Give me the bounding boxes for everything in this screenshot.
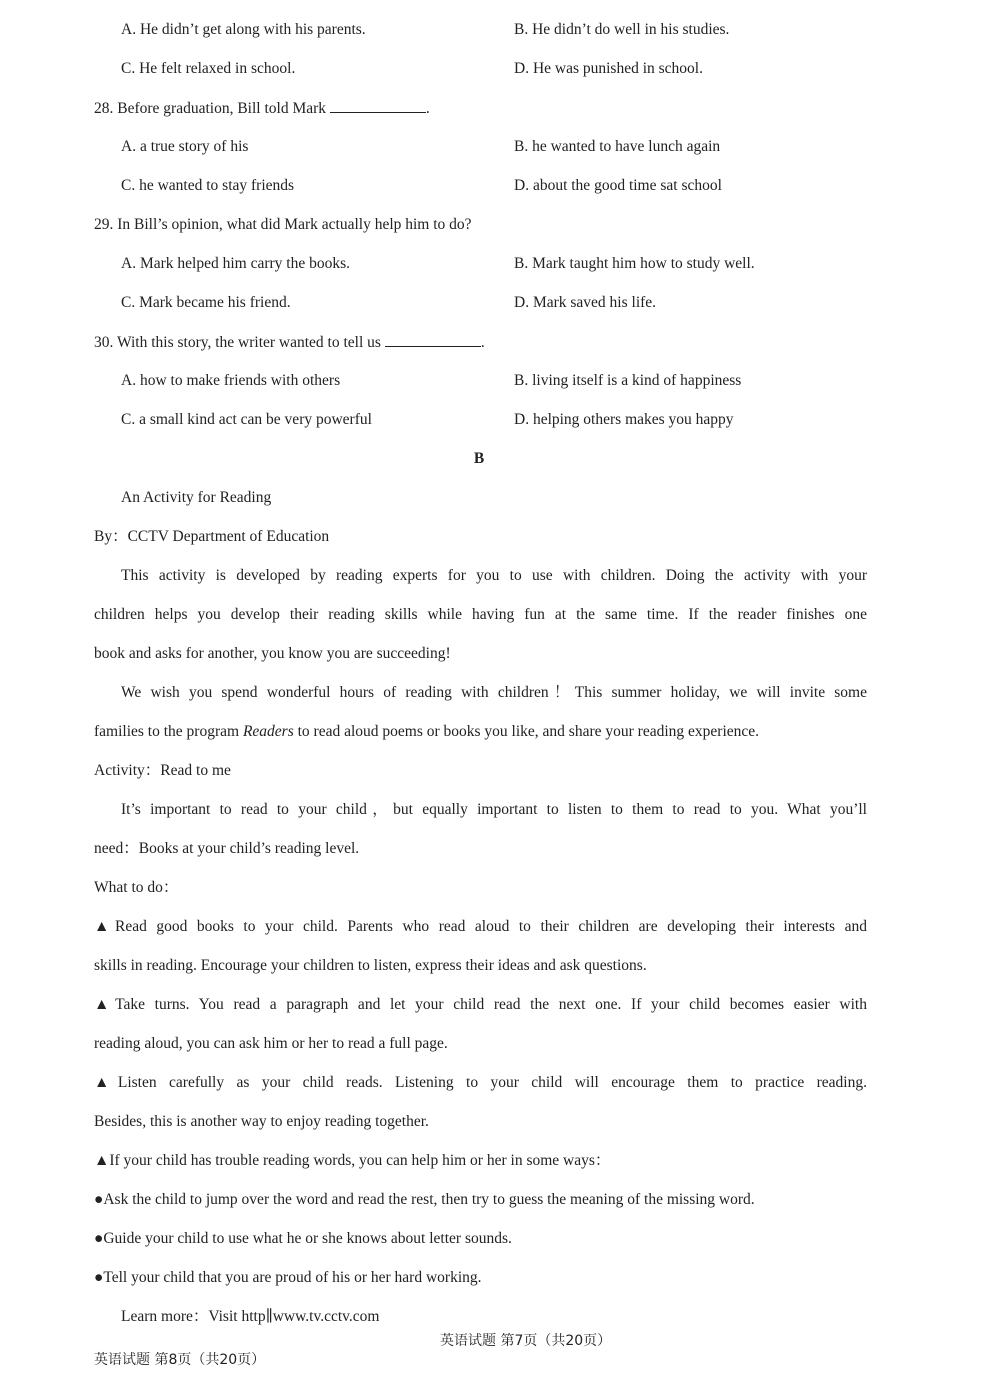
q27-option-b: B. He didn’t do well in his studies.: [514, 21, 730, 38]
q30-stem-end: .: [480, 334, 485, 351]
q29-option-a: A. Mark helped him carry the books.: [121, 255, 350, 272]
q28-stem-text: 28. Before graduation, Bill told Mark: [94, 100, 327, 117]
paragraph-3-line-2: need：Books at your child’s reading level.: [94, 840, 360, 857]
bullet-1: ●Ask the child to jump over the word and read the rest, then try to guess the meaning of the missing word.: [94, 1191, 755, 1208]
q30-option-c: C. a small kind act can be very powerful: [121, 411, 372, 428]
q30-option-b: B. living itself is a kind of happiness: [514, 372, 742, 389]
tip-4: ▲If your child has trouble reading words, you can help him or her in some ways：: [94, 1152, 611, 1169]
q27-option-c: C. He felt relaxed in school.: [121, 60, 296, 77]
paragraph-1-line-2: children helps you develop their reading skills while having fun at the same time. If the reader finishes one: [94, 606, 867, 623]
page-footer-left: 英语试题 第8页（共20页）: [94, 1352, 266, 1368]
program-name: Readers: [242, 723, 294, 740]
q30-option-a: A. how to make friends with others: [121, 372, 341, 389]
paragraph-2-line-2: [94, 722, 759, 742]
paragraph-2-post: to read aloud poems or books you like, and share your reading experience.: [293, 723, 760, 740]
paragraph-3-line-1: It’s important to read to your child，but equally important to listen to them to read to you. What you’ll: [121, 801, 867, 818]
q28-option-b: B. he wanted to have lunch again: [514, 138, 721, 155]
activity-heading: Activity：Read to me: [94, 762, 231, 779]
q28-option-c: C. he wanted to stay friends: [121, 177, 295, 194]
paragraph-1-line-1: This activity is developed by reading experts for you to use with children. Doing the activity with your: [121, 567, 867, 584]
article-byline: By：CCTV Department of Education: [94, 528, 330, 545]
q30-stem: [94, 332, 485, 353]
article-title: An Activity for Reading: [121, 489, 272, 506]
q27-option-a: A. He didn’t get along with his parents.: [121, 21, 366, 38]
q30-blank: [385, 332, 481, 347]
q29-option-c: C. Mark became his friend.: [121, 294, 291, 311]
tip-2-line-2: reading aloud, you can ask him or her to read a full page.: [94, 1035, 448, 1052]
tip-1-line-1: ▲Read good books to your child. Parents who read aloud to their children are developing their interests and: [94, 918, 867, 935]
q29-option-d: D. Mark saved his life.: [514, 294, 657, 311]
q28-option-d: D. about the good time sat school: [514, 177, 722, 194]
tip-1-line-2: skills in reading. Encourage your children to listen, express their ideas and ask questions.: [94, 957, 647, 974]
q30-option-d: D. helping others makes you happy: [514, 411, 734, 428]
bullet-2: ●Guide your child to use what he or she knows about letter sounds.: [94, 1230, 512, 1247]
what-to-do-heading: What to do：: [94, 879, 179, 896]
tip-2-line-1: ▲Take turns. You read a paragraph and let your child read the next one. If your child becomes easier with: [94, 996, 867, 1013]
bullet-3: ●Tell your child that you are proud of his or her hard working.: [94, 1269, 482, 1286]
tip-3-line-1: ▲Listen carefully as your child reads. Listening to your child will encourage them to practice reading.: [94, 1074, 867, 1091]
tip-3-line-2: Besides, this is another way to enjoy reading together.: [94, 1113, 429, 1130]
q29-option-b: B. Mark taught him how to study well.: [514, 255, 755, 272]
paragraph-2-line-1: We wish you spend wonderful hours of reading with children！This summer holiday, we will invite some: [121, 684, 867, 701]
q28-stem-end: .: [425, 100, 430, 117]
q28-option-a: A. a true story of his: [121, 138, 249, 155]
q28-blank: [330, 98, 426, 113]
q28-stem: [94, 98, 430, 119]
q30-stem-text: 30. With this story, the writer wanted to tell us: [94, 334, 381, 351]
paragraph-2-pre: families to the program: [94, 723, 243, 740]
paragraph-1-line-3: book and asks for another, you know you are succeeding!: [94, 645, 451, 662]
section-label: B: [473, 450, 485, 467]
page-footer-center: 英语试题 第7页（共20页）: [440, 1333, 612, 1349]
q29-stem: 29. In Bill’s opinion, what did Mark actually help him to do?: [94, 216, 472, 233]
learn-more: Learn more：Visit http∥www.tv.cctv.com: [121, 1308, 380, 1325]
q27-option-d: D. He was punished in school.: [514, 60, 703, 77]
